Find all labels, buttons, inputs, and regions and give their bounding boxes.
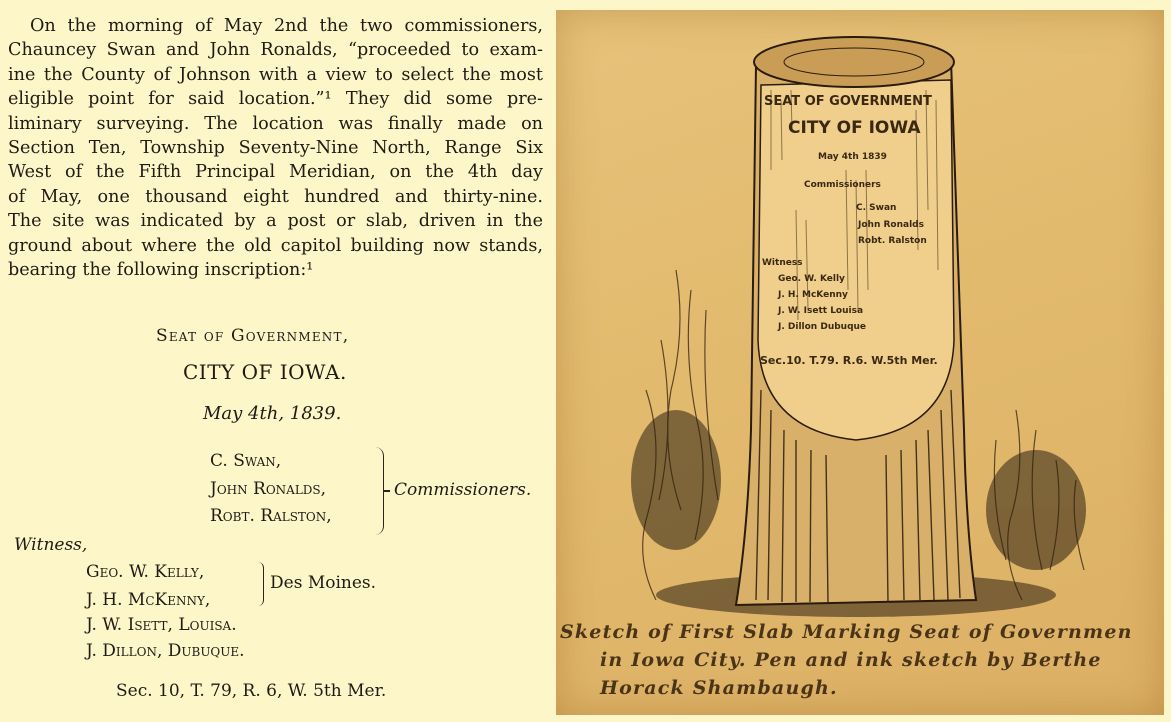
slab-sketch-image <box>556 10 1164 715</box>
paragraph-line: liminary surveying. The location was finally made on <box>8 113 543 134</box>
slab-inscription-line: J. W. Isett Louisa <box>778 306 864 316</box>
witness-name: J. H. McKenny, <box>86 590 211 610</box>
sketch-caption <box>560 618 1160 702</box>
brace-tip <box>384 490 390 492</box>
slab-inscription-line: SEAT OF GOVERNMENT <box>764 94 932 109</box>
slab-inscription-line: Witness <box>762 258 803 268</box>
intro-paragraph <box>8 14 543 282</box>
inscription-date: May 4th, 1839. <box>203 403 342 424</box>
commissioner-name: Robt. Ralston, <box>210 506 332 526</box>
inscription-city: CITY OF IOWA. <box>183 360 347 384</box>
paragraph-line: eligible point for said location.”¹ They did some pre- <box>8 89 543 110</box>
paragraph-line: ground about where the old capitol building now stands, <box>8 235 543 256</box>
slab-inscription-line: Geo. W. Kelly <box>778 274 845 284</box>
slab-inscription-line: Commissioners <box>804 180 881 190</box>
slab-inscription-line: John Ronalds <box>858 220 924 230</box>
slab-inscription-line: J. H. McKenny <box>778 290 848 300</box>
witness-group-label: Des Moines. <box>270 573 377 593</box>
slab-inscription-line: Robt. Ralston <box>858 236 927 246</box>
witness-label: Witness, <box>14 535 88 555</box>
slab-inscription-line: Sec.10. T.79. R.6. W.5th Mer. <box>760 354 938 367</box>
witness-name: J. Dillon, Dubuque. <box>86 641 245 661</box>
commissioners-brace <box>375 447 384 535</box>
paragraph-line: On the morning of May 2nd the two commissioners, <box>30 16 543 36</box>
caption-line: Horack Shambaugh. <box>600 677 838 699</box>
caption-line: in Iowa City. Pen and ink sketch by Berthe <box>600 649 1102 671</box>
commissioners-label: Commissioners. <box>394 480 532 500</box>
paragraph-line: Chauncey Swan and John Ronalds, “proceeded to exam- <box>8 40 543 61</box>
paragraph-line: Section Ten, Township Seventy-Nine North, Range Six <box>8 138 543 159</box>
inscription-section: Sec. 10, T. 79, R. 6, W. 5th Mer. <box>116 681 387 701</box>
paragraph-line: ine the County of Johnson with a view to select the most <box>8 64 543 85</box>
book-page-text <box>0 0 552 722</box>
paragraph-line: of May, one thousand eight hundred and thirty-nine. <box>8 186 543 207</box>
witness-brace <box>258 562 264 606</box>
inscription-seat: Seat of Government, <box>156 326 350 346</box>
commissioner-name: John Ronalds, <box>210 479 327 499</box>
commissioner-name: C. Swan, <box>210 451 282 471</box>
slab-inscription-line: May 4th 1839 <box>818 152 887 162</box>
witness-name: J. W. Isett, Louisa. <box>86 615 237 635</box>
paragraph-line: The site was indicated by a post or slab, driven in the <box>8 211 543 232</box>
caption-line: Sketch of First Slab Marking Seat of Governmen <box>560 621 1133 643</box>
slab-inscription-line: C. Swan <box>856 203 897 213</box>
witness-name: Geo. W. Kelly, <box>86 562 205 582</box>
slab-inscription-line: J. Dillon Dubuque <box>778 322 867 332</box>
slab-inscription-line: CITY OF IOWA <box>788 118 921 138</box>
paragraph-line: bearing the following inscription:¹ <box>8 260 314 281</box>
paragraph-line: West of the Fifth Principal Meridian, on the 4th day <box>8 162 543 183</box>
